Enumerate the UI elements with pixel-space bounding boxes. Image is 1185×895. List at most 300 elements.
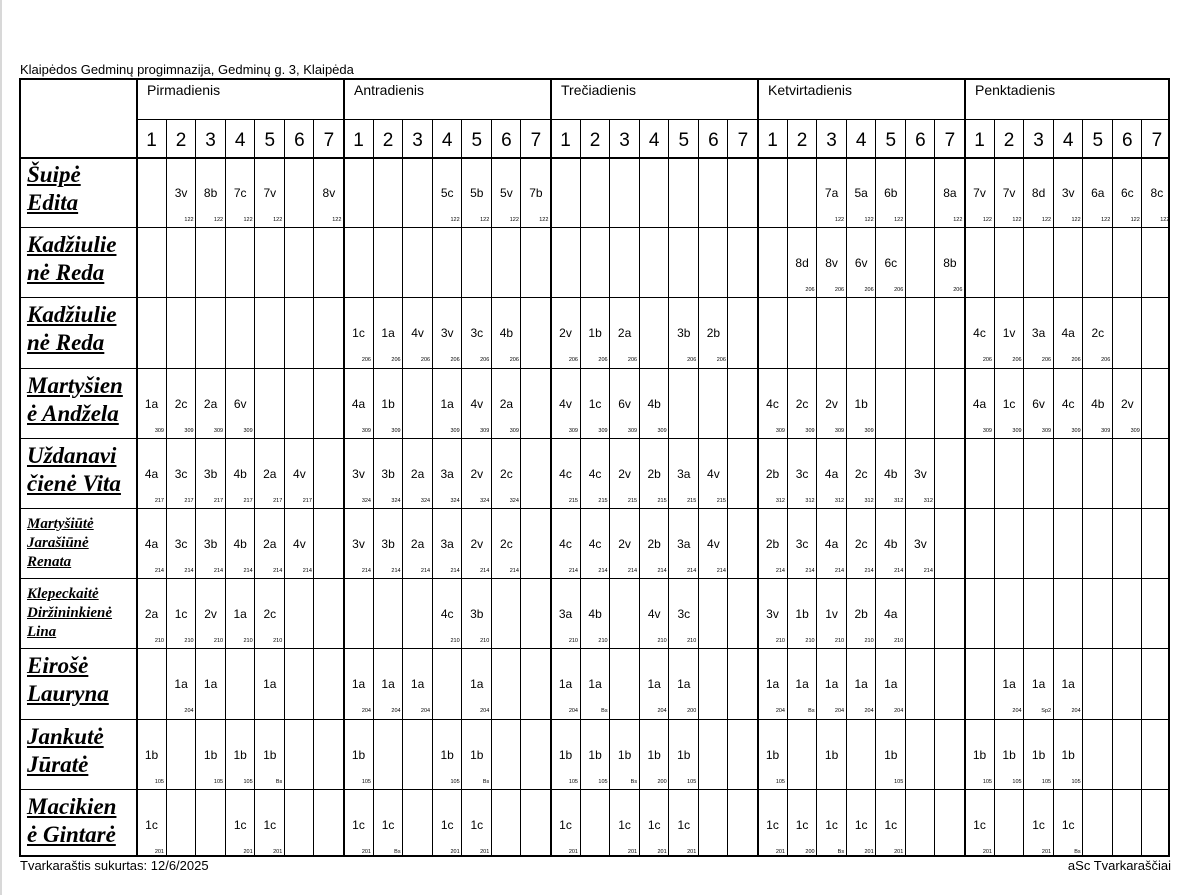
lesson-class: 4v [293,466,306,481]
period-number: 3 [826,130,837,151]
lesson-class: 1v [1002,326,1016,341]
lesson-class: 1c [470,817,484,832]
period-number: 2 [382,130,394,151]
period-divider [254,119,255,857]
lesson-room: 210 [687,638,697,645]
lesson-room: 309 [213,427,224,434]
teacher-name-line: Lina [27,624,57,641]
lesson-class: 2c [500,466,513,481]
lesson-class: 3c [174,537,188,551]
lesson-room: 206 [894,287,904,294]
lesson-room: 105 [1041,778,1052,785]
lesson-room: 214 [450,568,460,574]
lesson-room: 214 [894,568,904,574]
lesson-room: 214 [923,568,933,574]
lesson-class: 1b [647,747,661,762]
lesson-room: 309 [243,427,253,434]
lesson-room: 105 [1071,778,1081,785]
lesson-room: 201 [361,848,371,855]
lesson-room: 206 [361,357,371,364]
period-number: 2 [175,130,187,151]
period-divider [787,119,788,857]
lesson-class: 3v [174,186,188,200]
period-divider [402,119,403,857]
teacher-name-line: Uždanavi [27,442,117,468]
teacher-name-line: Lauryna [27,681,109,707]
lesson-class: 6c [884,256,898,271]
lesson-room: 214 [154,568,164,574]
lesson-class: 1c [825,817,838,832]
lesson-class: 1a [1002,677,1016,692]
lesson-class: 1a [470,677,484,692]
lesson-room: 217 [243,497,253,504]
period-divider [491,119,492,857]
teacher-name [27,585,112,642]
day-header-divider [136,119,1168,120]
lesson-room: 122 [1160,217,1170,223]
teacher-name [27,372,123,428]
lesson-room: 214 [864,568,874,574]
lesson-room: 210 [598,638,608,645]
lesson-class: 2c [795,396,809,411]
period-number: 4 [1062,130,1074,151]
teacher-name [27,231,116,287]
lesson-class: 6v [618,396,631,411]
row-divider [21,789,1168,790]
period-number: 5 [471,130,483,151]
lesson-room: 105 [154,778,164,785]
lesson-room: 309 [598,427,608,434]
lesson-room: 215 [716,497,726,504]
lesson-room: 309 [450,427,460,434]
period-number: 5 [678,130,690,151]
lesson-room: 312 [923,497,933,504]
period-divider [698,119,699,857]
period-divider [668,119,669,857]
lesson-room: 215 [598,497,608,504]
lesson-room: 201 [273,848,283,855]
school-title: Klaipėdos Gedminų progimnazija, Gedminų g. 3, Klaipėda [20,62,354,77]
lesson-room: 206 [420,357,431,364]
lesson-class: 1c [884,817,898,832]
lesson-class: 1a [440,396,454,411]
lesson-class: 4c [559,537,572,551]
lesson-class: 1c [854,817,868,832]
lesson-class: 1a [174,677,188,692]
lesson-room: 210 [273,638,283,645]
lesson-class: 1b [233,747,247,762]
lesson-room: 309 [154,427,164,434]
lesson-class: 3b [203,537,218,551]
row-divider [21,438,1168,439]
lesson-class: 1b [795,607,809,622]
teacher-name-line: nė Reda [27,260,105,286]
lesson-room: 201 [243,848,253,855]
lesson-class: 3b [381,537,395,551]
period-number: 2 [589,130,601,151]
lesson-class: 2v [825,396,838,411]
teacher-name-line: Edita [27,190,79,215]
lesson-class: 1c [352,817,365,832]
period-number: 1 [767,130,778,151]
lesson-class: 4c [588,537,602,551]
row-divider [21,297,1168,298]
lesson-class: 1b [884,747,898,762]
teacher-name-line: Kadžiulie [27,302,117,328]
lesson-room: 309 [805,427,815,434]
lesson-class: 4v [293,537,306,551]
lesson-room: 210 [834,638,845,645]
lesson-room: 122 [332,217,342,223]
lesson-class: 1v [825,607,838,622]
lesson-room: 210 [184,638,194,645]
lesson-class: 1c [233,817,247,832]
lesson-class: 8d [1031,186,1046,200]
lesson-room: 309 [1101,427,1111,434]
day-header: Penktadienis [975,82,1056,98]
lesson-room: 206 [480,357,490,364]
lesson-room: 210 [450,638,460,645]
period-divider [580,119,581,857]
lesson-room: 309 [509,427,519,434]
lesson-room: 214 [480,568,490,574]
lesson-class: 3a [1031,326,1046,341]
lesson-room: 215 [657,497,667,504]
lesson-class: 1c [766,817,779,832]
lesson-class: 3c [677,607,691,622]
lesson-room: 215 [627,497,638,504]
lesson-room: 210 [864,638,874,645]
lesson-class: 1b [1031,747,1046,762]
teacher-name-line: Klepeckaitė [27,586,99,603]
lesson-class: 2a [617,326,632,341]
lesson-class: 2a [203,396,218,411]
lesson-room: 324 [391,497,401,504]
lesson-class: 1c [440,817,454,832]
day-header: Ketvirtadienis [768,82,853,98]
period-number: 3 [1033,130,1044,151]
lesson-class: 1c [973,817,986,832]
lesson-class: 1a [765,677,780,692]
lesson-room: 309 [775,427,785,434]
lesson-class: 1b [765,747,780,762]
lesson-class: 1a [410,677,425,692]
lesson-room: 105 [775,778,785,785]
lesson-class: 3a [440,466,454,481]
lesson-class: 4a [351,396,366,411]
lesson-class: 8d [795,256,809,271]
period-number: 7 [530,130,542,151]
lesson-room: 204 [657,708,667,715]
teacher-name-line: Eirošė [27,653,89,679]
lesson-room: 324 [480,497,490,504]
lesson-room: 214 [775,568,785,574]
lesson-room: 201 [568,848,578,855]
lesson-room: 210 [657,638,667,645]
lesson-class: 1c [618,817,631,832]
period-divider [1141,119,1142,857]
lesson-room: 204 [420,708,431,715]
period-number: 6 [294,130,305,151]
lesson-class: 3b [203,466,218,481]
lesson-room: Bs [394,848,401,855]
period-number: 3 [619,130,630,151]
lesson-class: 4b [233,466,247,481]
lesson-room: 201 [687,848,697,855]
teacher-name-line: ė Andželа [27,400,119,426]
lesson-room: 204 [480,708,490,715]
teacher-name-line: Macikien [27,793,117,819]
teacher-name-line: Jūratė [27,751,89,777]
lesson-class: 1a [884,677,898,692]
lesson-class: 1c [381,817,395,832]
lesson-class: 1a [647,677,661,692]
lesson-room: 105 [213,778,224,785]
lesson-room: 217 [273,497,283,504]
lesson-room: 324 [361,497,371,504]
lesson-room: 312 [864,497,874,504]
lesson-room: 122 [509,217,519,223]
lesson-class: 1b [381,396,395,411]
lesson-room: 206 [391,357,401,364]
lesson-room: 122 [864,217,874,223]
lesson-room: 201 [894,848,904,855]
lesson-room: 204 [864,708,874,715]
lesson-room: 204 [184,708,194,715]
lesson-class: 4c [559,466,572,481]
lesson-class: 1c [647,817,661,832]
teacher-name-line: Kadžiulie [27,232,117,258]
period-number: 1 [974,130,985,151]
lesson-class: 2c [500,537,513,551]
lesson-room: 105 [243,778,253,785]
lesson-class: 2a [410,466,425,481]
lesson-class: 1b [854,396,868,411]
period-divider [432,119,433,857]
period-divider [520,119,521,857]
period-number: 4 [648,130,660,151]
teacher-name [27,793,116,849]
lesson-class: 3v [914,537,927,551]
lesson-class: 7v [1002,186,1016,200]
lesson-room: 206 [716,357,726,364]
lesson-room: 214 [184,568,194,574]
lesson-class: 1c [677,817,691,832]
lesson-room: 206 [687,357,697,364]
lesson-class: 3a [677,537,691,551]
period-divider [875,119,876,857]
period-divider [905,119,906,857]
lesson-room: 122 [1071,217,1081,223]
page-left-edge [0,0,2,895]
lesson-class: 3v [1061,186,1075,200]
lesson-room: 210 [480,638,490,645]
lesson-class: 3v [440,326,454,341]
lesson-class: 1c [559,817,572,832]
teacher-name-line: Šuipė [27,162,81,187]
period-divider [609,119,610,857]
lesson-room: 214 [243,568,253,574]
lesson-room: 206 [627,357,638,364]
period-divider [461,119,462,857]
lesson-class: 1c [1032,817,1045,832]
lesson-room: 312 [894,497,904,504]
lesson-room: 204 [1012,708,1022,715]
lesson-class: 1b [1002,747,1016,762]
lesson-room: 210 [805,638,815,645]
lesson-class: 1a [263,677,277,692]
lesson-class: 3a [440,537,454,551]
lesson-class: 4v [411,326,424,341]
lesson-room: 206 [450,357,460,364]
period-divider [373,119,374,857]
lesson-class: 1a [854,677,868,692]
lesson-room: 210 [213,638,224,645]
lesson-room: 206 [1071,357,1081,364]
lesson-class: 2v [618,466,631,481]
lesson-class: 2b [706,326,721,341]
lesson-room: 206 [834,287,845,294]
period-divider [846,119,847,857]
lesson-class: 4a [884,607,898,622]
lesson-class: 4c [588,466,602,481]
lesson-room: 200 [687,708,697,715]
row-divider [21,648,1168,649]
created-date: Tvarkaraštis sukurtas: 12/6/2025 [20,858,209,873]
period-divider [639,119,640,857]
lesson-class: 1a [795,677,809,692]
lesson-class: 1a [824,677,839,692]
lesson-class: 4b [884,466,898,481]
lesson-room: 217 [154,497,164,504]
lesson-class: 4b [884,537,898,551]
lesson-room: 210 [568,638,578,645]
teacher-name [27,161,81,217]
lesson-room: 214 [391,568,401,574]
lesson-room: 309 [568,427,578,434]
lesson-class: 4a [144,537,159,551]
lesson-class: 4v [707,466,720,481]
lesson-room: 105 [687,778,697,785]
timetable-grid [19,78,1170,857]
lesson-class: 1c [263,817,277,832]
lesson-room: Bs [808,708,815,715]
lesson-class: 2b [854,607,868,622]
period-number: 1 [353,130,364,151]
lesson-class: 8v [825,256,838,271]
lesson-room: 122 [894,217,904,223]
period-divider [1053,119,1054,857]
lesson-room: 210 [243,638,253,645]
lesson-room: 214 [834,568,845,574]
lesson-room: 215 [687,497,697,504]
lesson-class: 3c [795,466,809,481]
lesson-class: 2v [204,607,217,622]
lesson-room: 309 [1012,427,1022,434]
lesson-class: 1b [617,747,632,762]
lesson-class: 3v [352,466,365,481]
lesson-room: 122 [480,217,490,223]
lesson-class: 2v [470,466,484,481]
lesson-room: Bs [630,778,638,785]
row-divider [21,227,1168,228]
row-divider [21,368,1168,369]
lesson-room: 204 [568,708,578,715]
day-header: Trečiadienis [561,82,636,98]
lesson-room: 122 [982,217,992,223]
lesson-class: 5v [500,186,513,200]
lesson-class: 3b [381,466,395,481]
lesson-class: 4c [766,396,779,411]
lesson-class: 1c [795,817,809,832]
lesson-class: 2v [559,326,572,341]
lesson-class: 4v [470,396,484,411]
lesson-class: 1c [174,607,188,622]
lesson-class: 6v [1032,396,1045,411]
lesson-class: 3b [677,326,691,341]
lesson-class: 1b [1061,747,1075,762]
lesson-room: 122 [1041,217,1052,223]
teacher-name [27,515,94,572]
lesson-room: 122 [213,217,224,223]
lesson-room: 206 [953,287,963,294]
period-divider [1112,119,1113,857]
lesson-class: 1b [588,747,602,762]
teacher-name-line: Diržininkienė [27,605,113,622]
lesson-room: 122 [184,217,194,223]
lesson-class: 4v [647,607,661,622]
lesson-room: 214 [420,568,431,574]
period-number: 2 [1003,130,1015,151]
lesson-class: 1c [1002,396,1016,411]
lesson-class: 4a [144,466,159,481]
lesson-class: 6v [854,256,868,271]
lesson-room: 105 [1012,778,1022,785]
lesson-class: 1b [263,747,277,762]
period-number: 4 [441,130,453,151]
lesson-room: 215 [568,497,578,504]
lesson-room: 214 [568,568,578,574]
lesson-class: 2a [144,607,159,622]
period-number: 3 [205,130,216,151]
lesson-room: 105 [982,778,992,785]
period-number: 7 [737,130,749,151]
row-divider [21,508,1168,509]
lesson-room: 200 [657,778,667,785]
period-number: 5 [885,130,897,151]
lesson-class: 6a [1091,186,1105,200]
teacher-name [27,301,116,357]
lesson-room: 312 [834,497,845,504]
lesson-class: 2a [263,537,277,551]
lesson-class: 1b [203,747,218,762]
lesson-class: 2a [410,537,425,551]
lesson-room: 214 [657,568,667,574]
period-divider [1082,119,1083,857]
period-number: 5 [1092,130,1104,151]
lesson-room: 324 [450,497,460,504]
lesson-room: 214 [598,568,608,574]
lesson-class: 2c [1091,326,1105,341]
lesson-class: 2a [263,466,277,481]
lesson-class: 4b [499,326,514,341]
lesson-room: 201 [154,848,164,855]
lesson-class: 2c [854,466,868,481]
lesson-class: 7c [233,186,247,200]
lesson-room: 201 [657,848,667,855]
lesson-class: 4b [233,537,247,551]
lesson-room: 309 [480,427,490,434]
